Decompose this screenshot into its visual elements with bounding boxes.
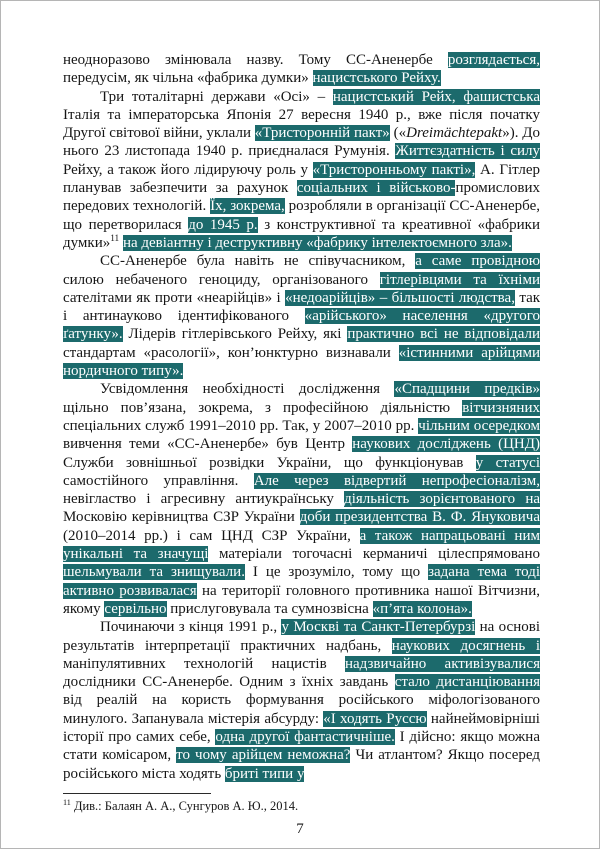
text-segment: щільно пов’язана, зокрема, з професійною діяльністю [63,399,463,416]
text-segment: самостійного управління. [63,472,254,489]
text-segment: прислуговувала та сумнозвісна [166,600,373,617]
highlighted-text: «недоарійців» – більшості людства, [285,289,515,306]
text-segment: спеціальних служб 1991–2010 рр. Так, у 2007–2010 рр. [63,417,419,434]
highlighted-text: соціальних і військово- [296,180,456,197]
text-segment: невігластво і агресивну антиукраїнську [63,491,345,508]
paragraph [63,51,540,88]
text-segment: СС-Аненербе була навіть не співучасником, [100,253,416,270]
footnote-marker: 11 [63,797,71,807]
text-segment: промислових передових технологій. [63,180,540,215]
text-segment: з конструктивної та креативної «фабрики думки» [63,216,540,251]
text-segment: стандартам «расології», кон’юнктурно визнавали [63,344,399,361]
text-segment: Служби зовнішньої розвідки України, що функціонував [63,454,476,471]
highlighted-text: «Тристоронньому пакті», [312,161,476,178]
highlighted-text: сервільно [104,600,167,617]
highlighted-text: а також напрацьовані ним унікальні та значущі [63,527,540,563]
highlighted-text: нацистський Рейх, фашистська [332,88,540,105]
page-number: 7 [296,821,304,837]
text-segment: вивчення теми «СС-Аненербе» був Центр [63,436,353,453]
text-segment: Італія та імператорська Японія 27 вересня 1940 р., вже після початку Другої світової війни, уклали [63,106,540,142]
paragraph [63,88,540,253]
highlighted-text: вітчизняних [462,399,540,416]
highlighted-text: діяльність зорієнтованого на [344,491,540,508]
text-segment: А. Гітлер планував забезпечити за рахунок [63,161,540,197]
text-segment: від реалій на користь формування російського міфологізованого минулого. Запанувала містерія абсурду: [63,692,540,727]
highlighted-text: «Тристоронній пакт» [254,125,390,142]
highlighted-text: розглядається, [447,52,540,68]
highlighted-text: наукових досліджень (ЦНД) [352,436,540,453]
highlighted-text: «істинними арійцями нордичного типу». [63,344,540,380]
highlighted-text: «І ходять Руссю [323,710,427,727]
highlighted-text: бриті типи у [224,765,305,782]
highlighted-text: Але через відвертий непрофесіоналізм, [253,472,540,489]
footnote-reference: 11 [110,233,120,244]
highlighted-text: шельмували та знищували. [63,564,245,581]
highlighted-text: «Спадщини предків» [394,381,540,398]
text-segment: маніпулятивних технологій нацистів [63,655,345,672]
text-segment: Рейху, а також його лідируючу роль у [63,161,313,178]
text-segment: Dreimächtepakt [406,125,503,142]
highlighted-text: нацистського Рейху. [312,70,441,87]
highlighted-text: наукових досягнень і [391,637,540,654]
footnote-text: Див.: Балаян А. А., Сунгуров А. Ю., 2014. [70,799,299,813]
text-segment: неодноразово змінювала назву. Тому СС-Аненербе [63,52,448,68]
highlighted-text: стало дистанціювання [394,674,540,691]
footnote-area [63,793,540,814]
text-segment: І дійсно: якщо можна стати комісаром, [63,728,540,764]
highlighted-text: Їх, зокрема, [210,198,285,215]
highlighted-text: практично всі не відповідали [347,326,540,343]
text-segment: на території головного противника нашої Вітчизни, якому [63,582,540,617]
text-segment: найнеймовірніші історії про самих себе, [63,710,540,745]
text-segment: матеріали тогочасні керманичі цілеспрямовано [208,546,540,563]
text-segment: Лідерів гітлерівського Рейху, які [122,326,348,343]
text-segment: І це зрозуміло, тому що [244,564,429,581]
paragraph [63,252,540,380]
highlighted-text: у статусі [475,454,540,471]
highlighted-text: у Москві та Санкт-Петербурзі [281,619,476,636]
text-segment: (2010–2014 рр.) і сам ЦНД СЗР України, [63,527,360,544]
page-body [63,51,540,783]
text-segment: так і антинауково ідентифікованого [63,289,540,325]
text-segment: Починаючи з кінця 1991 р., [100,619,282,636]
text-segment: Три тоталітарні держави «Осі» – [100,88,333,105]
text-segment: сателітами як проти «неарійців» і [63,289,286,306]
text-segment: Чи атлантом? Якщо посеред російського міста ходять [63,747,540,782]
text-segment: передусім, як чільна «фабрика думки» [63,70,313,87]
text-segment: дослідники СС-Аненербе. Одним з їхніх завдань [63,674,395,691]
highlighted-text: «арійського» населення «другого ґатунку». [63,308,540,343]
text-segment: силою небаченого геноциду, організованого [63,271,380,288]
text-segment: (« [389,125,407,142]
paragraph [63,380,540,618]
highlighted-text: гітлерівцями та їхніми [379,271,540,288]
highlighted-text: одна другої фантастичніше. [215,728,395,745]
footnote [63,799,540,814]
highlighted-text: то чому арійцем неможна? [176,747,351,764]
text-segment: розробляли в організації СС-Аненербе, що перетворилася [63,198,540,233]
text-segment: Московію керівництва СЗР України [63,509,300,526]
text-segment: Усвідомлення необхідності дослідження [100,381,395,398]
highlighted-text: а саме провідною [415,253,540,270]
footnote-separator [63,793,211,794]
highlighted-text: Життєздатність і силу [395,143,540,160]
highlighted-text: на девіантну і деструктивну «фабрику інтелектоємного зла». [122,234,512,251]
highlighted-text: доби президентства В. Ф. Януковича [299,509,540,526]
text-segment: »). До нього 23 листопада 1940 р. приєдналася Румунія. [63,125,540,160]
highlighted-text: до 1945 р. [188,216,258,233]
text-segment: на основі результатів інтерпретації практичних надбань, [63,619,540,654]
highlighted-text: задана тема тоді активно розвивалася [63,564,540,599]
paragraph [63,618,540,783]
highlighted-text: надзвичайно активізувалися [344,655,540,672]
highlighted-text: «п’ята колона». [372,600,472,617]
highlighted-text: чільним осередком [418,417,540,434]
